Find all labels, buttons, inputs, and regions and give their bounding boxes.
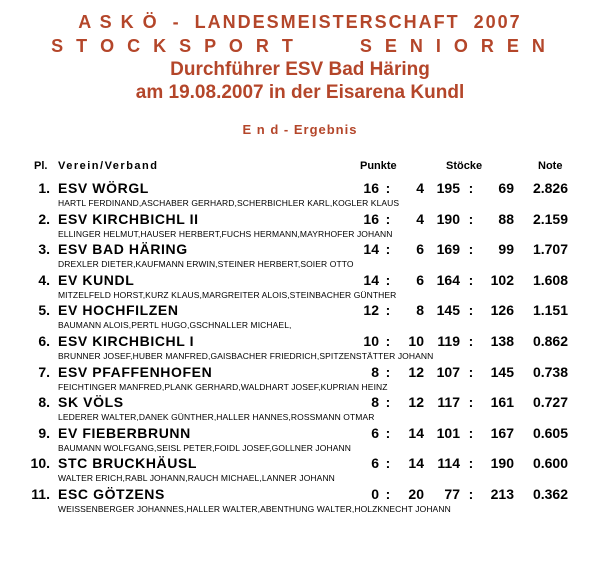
quotient-note: 1.707 bbox=[532, 241, 568, 258]
result-row bbox=[0, 455, 600, 486]
stocks-for: 164 bbox=[436, 271, 460, 288]
column-header-stocks: Stöcke bbox=[446, 160, 483, 172]
place: 1. bbox=[38, 180, 50, 196]
stocks-against: 69 bbox=[498, 180, 514, 196]
club-name: EV KUNDL bbox=[58, 271, 135, 288]
place: 5. bbox=[38, 302, 50, 319]
points-colon: : bbox=[385, 455, 391, 472]
stocks-colon: : bbox=[468, 455, 474, 472]
column-header-club: Verein/Verband bbox=[58, 160, 159, 172]
place: 3. bbox=[38, 241, 50, 258]
player-names: HARTL FERDINAND,ASCHABER GERHARD,SCHERBICHLER KARL,KOGLER KLAUS bbox=[58, 198, 400, 208]
result-row bbox=[0, 333, 600, 364]
stocks-against: 213 bbox=[490, 485, 514, 502]
player-names: BAUMANN WOLFGANG,SEISL PETER,FOIDL JOSEF,GOLLNER JOHANN bbox=[58, 442, 351, 453]
stocks-colon: : bbox=[468, 271, 474, 288]
stocks-against: 167 bbox=[490, 424, 514, 441]
club-name: ESC GÖTZENS bbox=[58, 485, 165, 502]
points-lost: 6 bbox=[416, 271, 424, 288]
result-row bbox=[0, 211, 600, 242]
player-names: BRUNNER JOSEF,HUBER MANFRED,GAISBACHER FRIEDRICH,SPITZENSTÄTTER JOHANN bbox=[58, 350, 434, 361]
points-colon: : bbox=[385, 394, 391, 411]
stocks-against: 126 bbox=[490, 302, 514, 319]
club-name: STC BRUCKHÄUSL bbox=[58, 455, 198, 472]
points-won: 16 bbox=[363, 210, 379, 227]
points-lost: 12 bbox=[408, 363, 424, 380]
player-names: BAUMANN ALOIS,PERTL HUGO,GSCHNALLER MICHAEL, bbox=[58, 320, 292, 331]
stocks-colon: : bbox=[468, 332, 474, 349]
points-won: 8 bbox=[371, 394, 379, 411]
points-lost: 4 bbox=[416, 180, 424, 196]
quotient-note: 1.608 bbox=[532, 271, 568, 288]
place: 11. bbox=[31, 485, 50, 502]
stocks-against: 190 bbox=[490, 455, 514, 472]
points-won: 12 bbox=[363, 302, 379, 319]
stocks-for: 77 bbox=[444, 485, 460, 502]
result-row bbox=[0, 241, 600, 272]
points-lost: 10 bbox=[408, 332, 424, 349]
points-lost: 14 bbox=[408, 455, 424, 472]
column-header-note: Note bbox=[538, 160, 563, 172]
points-won: 0 bbox=[371, 485, 379, 502]
result-row bbox=[0, 425, 600, 456]
points-colon: : bbox=[385, 271, 391, 288]
stocks-for: 145 bbox=[436, 302, 460, 319]
place: 2. bbox=[38, 210, 50, 227]
quotient-note: 0.605 bbox=[532, 424, 568, 441]
points-won: 8 bbox=[371, 363, 379, 380]
quotient-note: 2.826 bbox=[532, 180, 568, 196]
stocks-against: 138 bbox=[490, 332, 514, 349]
stocks-against: 99 bbox=[498, 241, 514, 258]
result-row bbox=[0, 394, 600, 425]
points-won: 14 bbox=[363, 271, 379, 288]
quotient-note: 0.727 bbox=[532, 394, 568, 411]
organizer-line: Durchführer ESV Bad Häring bbox=[170, 59, 430, 80]
quotient-note: 0.600 bbox=[532, 455, 568, 472]
points-won: 6 bbox=[371, 424, 379, 441]
points-lost: 12 bbox=[408, 394, 424, 411]
quotient-note: 0.362 bbox=[532, 485, 568, 502]
place: 8. bbox=[38, 394, 50, 411]
points-colon: : bbox=[385, 241, 391, 258]
stocks-colon: : bbox=[468, 180, 474, 196]
column-header-points: Punkte bbox=[360, 160, 397, 172]
stocks-for: 117 bbox=[437, 394, 460, 411]
stocks-for: 119 bbox=[437, 332, 460, 349]
column-header-place: Pl. bbox=[34, 160, 48, 172]
place: 9. bbox=[38, 424, 50, 441]
result-row bbox=[0, 364, 600, 395]
result-row bbox=[0, 486, 600, 517]
points-won: 6 bbox=[371, 455, 379, 472]
quotient-note: 1.151 bbox=[532, 302, 568, 319]
stocks-against: 145 bbox=[490, 363, 514, 380]
place: 10. bbox=[30, 455, 50, 472]
stocks-colon: : bbox=[468, 210, 474, 227]
stocks-for: 169 bbox=[436, 241, 460, 258]
player-names: WEISSENBERGER JOHANNES,HALLER WALTER,ABENTHUNG WALTER,HOLZKNECHT JOHANN bbox=[58, 503, 451, 514]
stocks-for: 195 bbox=[436, 180, 460, 196]
stocks-against: 102 bbox=[490, 271, 514, 288]
points-colon: : bbox=[385, 210, 391, 227]
points-colon: : bbox=[385, 332, 391, 349]
player-names: MITZELFELD HORST,KURZ KLAUS,MARGREITER ALOIS,STEINBACHER GÜNTHER bbox=[58, 289, 397, 300]
stocks-colon: : bbox=[468, 363, 474, 380]
result-subtitle: E n d - Ergebnis bbox=[242, 122, 358, 137]
quotient-note: 0.738 bbox=[532, 363, 568, 380]
club-name: SK VÖLS bbox=[58, 394, 124, 411]
points-lost: 4 bbox=[416, 210, 424, 227]
points-colon: : bbox=[385, 180, 391, 196]
player-names: ELLINGER HELMUT,HAUSER HERBERT,FUCHS HERMANN,MAYRHOFER JOHANN bbox=[58, 228, 393, 239]
result-row bbox=[0, 302, 600, 333]
stocks-for: 101 bbox=[436, 424, 460, 441]
quotient-note: 0.862 bbox=[532, 332, 568, 349]
place: 4. bbox=[38, 271, 50, 288]
points-won: 10 bbox=[363, 332, 379, 349]
stocks-colon: : bbox=[468, 394, 474, 411]
championship-title: A S K Ö - LANDESMEISTERSCHAFT 2007 bbox=[78, 12, 522, 32]
points-lost: 6 bbox=[416, 241, 424, 258]
stocks-colon: : bbox=[468, 485, 474, 502]
points-colon: : bbox=[385, 424, 391, 441]
player-names: FEICHTINGER MANFRED,PLANK GERHARD,WALDHART JOSEF,KUPRIAN HEINZ bbox=[58, 381, 388, 392]
player-names: WALTER ERICH,RABL JOHANN,RAUCH MICHAEL,LANNER JOHANN bbox=[58, 473, 335, 484]
stocks-against: 88 bbox=[498, 210, 514, 227]
club-name: ESV BAD HÄRING bbox=[58, 241, 188, 258]
points-colon: : bbox=[385, 485, 391, 502]
club-name: ESV KIRCHBICHL I bbox=[58, 332, 195, 349]
stocks-for: 107 bbox=[436, 363, 460, 380]
points-lost: 14 bbox=[408, 424, 424, 441]
result-row bbox=[0, 180, 600, 211]
player-names: DREXLER DIETER,KAUFMANN ERWIN,STEINER HERBERT,SOIER OTTO bbox=[58, 259, 354, 270]
club-name: EV HOCHFILZEN bbox=[58, 302, 179, 319]
stocks-colon: : bbox=[468, 302, 474, 319]
quotient-note: 2.159 bbox=[532, 210, 568, 227]
player-names: LEDERER WALTER,DANEK GÜNTHER,HALLER HANNES,ROSSMANN OTMAR bbox=[58, 412, 375, 423]
points-colon: : bbox=[385, 363, 391, 380]
points-lost: 8 bbox=[416, 302, 424, 319]
category-title: S T O C K S P O R T S E N I O R E N bbox=[51, 36, 549, 56]
club-name: EV FIEBERBRUNN bbox=[58, 424, 191, 441]
stocks-against: 161 bbox=[490, 394, 514, 411]
date-venue-line: am 19.08.2007 in der Eisarena Kundl bbox=[135, 82, 465, 103]
stocks-for: 114 bbox=[437, 455, 460, 472]
place: 7. bbox=[38, 363, 50, 380]
points-won: 14 bbox=[363, 241, 379, 258]
points-colon: : bbox=[385, 302, 391, 319]
club-name: ESV WÖRGL bbox=[58, 180, 149, 196]
club-name: ESV PFAFFENHOFEN bbox=[58, 363, 213, 380]
stocks-for: 190 bbox=[436, 210, 460, 227]
club-name: ESV KIRCHBICHL II bbox=[58, 210, 199, 227]
results-table bbox=[0, 180, 600, 517]
points-won: 16 bbox=[363, 180, 379, 196]
stocks-colon: : bbox=[468, 241, 474, 258]
stocks-colon: : bbox=[468, 424, 474, 441]
place: 6. bbox=[38, 332, 50, 349]
result-row bbox=[0, 272, 600, 303]
points-lost: 20 bbox=[408, 485, 424, 502]
